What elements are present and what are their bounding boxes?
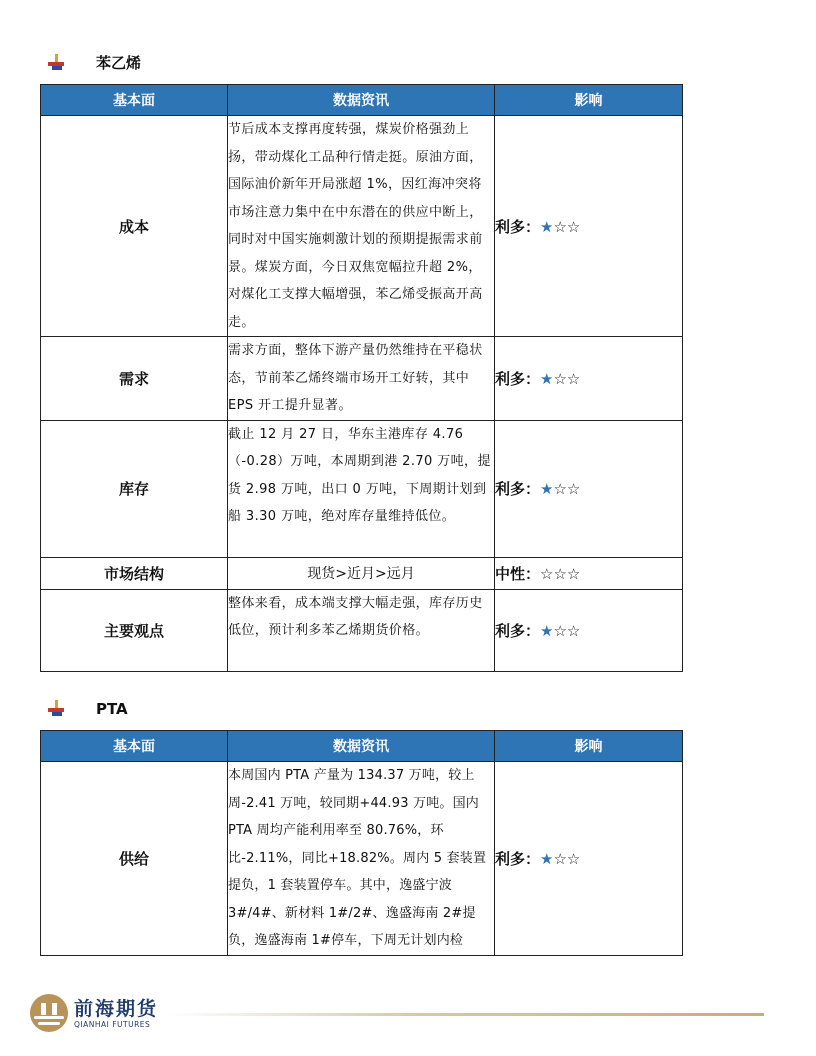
star-filled-icon: ★ bbox=[540, 621, 554, 640]
info-cell: 需求方面，整体下游产量仍然维持在平稳状态，节前苯乙烯终端市场开工好转，其中 EPS 开工提升显著。 bbox=[228, 337, 495, 421]
footer-logo bbox=[30, 994, 158, 1032]
impact-label: 中性： bbox=[495, 564, 541, 583]
section-title-text: 苯乙烯 bbox=[96, 54, 142, 72]
header-fundamental: 基本面 bbox=[41, 731, 228, 762]
impact-label: 利多： bbox=[495, 217, 541, 236]
footer-divider bbox=[168, 1013, 764, 1016]
factor-cell: 主要观点 bbox=[41, 589, 228, 671]
header-fundamental: 基本面 bbox=[41, 85, 228, 116]
star-empty-icon: ☆☆ bbox=[553, 217, 581, 236]
info-cell: 现货>近月>远月 bbox=[228, 557, 495, 589]
header-data-info: 数据资讯 bbox=[228, 85, 495, 116]
impact-cell bbox=[495, 337, 683, 421]
table-row bbox=[41, 557, 683, 589]
logo-chinese-name: 前海期货 bbox=[74, 997, 159, 1020]
factor-cell: 供给 bbox=[41, 762, 228, 956]
table-row bbox=[41, 420, 683, 557]
star-empty-icon: ☆☆ bbox=[553, 369, 581, 388]
star-filled-icon: ★ bbox=[540, 480, 554, 498]
factor-cell: 成本 bbox=[41, 116, 228, 337]
star-filled-icon: ★ bbox=[540, 849, 554, 868]
table-header-row bbox=[41, 85, 683, 116]
star-filled-icon: ★ bbox=[540, 369, 554, 388]
bullet-marker-icon bbox=[48, 700, 68, 718]
header-data-info: 数据资讯 bbox=[228, 731, 495, 762]
impact-label: 利多： bbox=[495, 621, 541, 640]
star-empty-icon: ☆☆ bbox=[553, 849, 581, 868]
star-empty-icon: ☆☆ bbox=[553, 621, 581, 640]
info-cell: 节后成本支撑再度转强，煤炭价格强劲上扬，带动煤化工品种行情走挺。原油方面，国际油价新年开局涨超 1%，因红海冲突将市场注意力集中在中东潜在的供应中断上，同时对中国实施刺激计划的预期提振需求前景。煤炭方面，今日双焦宽幅拉升超 2%，对煤化工支撑大幅增强，苯乙烯受振高开高走。 bbox=[228, 116, 495, 337]
styrene-table bbox=[40, 84, 683, 672]
info-cell: 截止 12 月 27 日，华东主港库存 4.76（-0.28）万吨，本周期到港 2.70 万吨，提货 2.98 万吨，出口 0 万吨，下周期计划到船 3.30 万吨，绝对库存量维持低位。 bbox=[228, 420, 495, 557]
star-empty-icon: ☆☆ bbox=[553, 480, 581, 498]
table-row bbox=[41, 762, 683, 956]
qianhai-logo-icon bbox=[30, 994, 68, 1032]
star-empty-icon: ☆☆☆ bbox=[540, 564, 581, 583]
header-impact: 影响 bbox=[495, 85, 683, 116]
table-row bbox=[41, 116, 683, 337]
factor-cell: 库存 bbox=[41, 420, 228, 557]
factor-cell: 需求 bbox=[41, 337, 228, 421]
info-cell: 整体来看，成本端支撑大幅走强，库存历史低位，预计利多苯乙烯期货价格。 bbox=[228, 589, 495, 671]
info-cell: 本周国内 PTA 产量为 134.37 万吨，较上周-2.41 万吨，较同期+44.93 万吨。国内 PTA 周均产能利用率至 80.76%，环比-2.11%，同比+18.82%。周内 5 套装置提负，1 套装置停车。其中，逸盛宁波 3#/4#、新材料 1#/2#、逸盛海南 2#提负，逸盛海南 1#停车，下周无计划内检 bbox=[228, 762, 495, 956]
bullet-marker-icon bbox=[48, 54, 68, 72]
factor-cell: 市场结构 bbox=[41, 557, 228, 589]
table-row bbox=[41, 589, 683, 671]
logo-english-name: QIANHAI FUTURES bbox=[74, 1019, 151, 1029]
impact-label: 利多： bbox=[495, 369, 541, 388]
pta-table bbox=[40, 730, 683, 956]
impact-label: 利多： bbox=[495, 849, 541, 868]
table-header-row bbox=[41, 731, 683, 762]
section-title-styrene bbox=[48, 52, 141, 73]
impact-cell bbox=[495, 557, 683, 589]
impact-cell bbox=[495, 589, 683, 671]
star-filled-icon: ★ bbox=[540, 217, 554, 236]
section-title-text: PTA bbox=[96, 700, 128, 718]
section-title-pta bbox=[48, 700, 128, 718]
impact-cell bbox=[495, 116, 683, 337]
table-row bbox=[41, 337, 683, 421]
impact-cell bbox=[495, 420, 683, 557]
impact-label: 利多： bbox=[495, 480, 541, 498]
header-impact: 影响 bbox=[495, 731, 683, 762]
impact-cell bbox=[495, 762, 683, 956]
